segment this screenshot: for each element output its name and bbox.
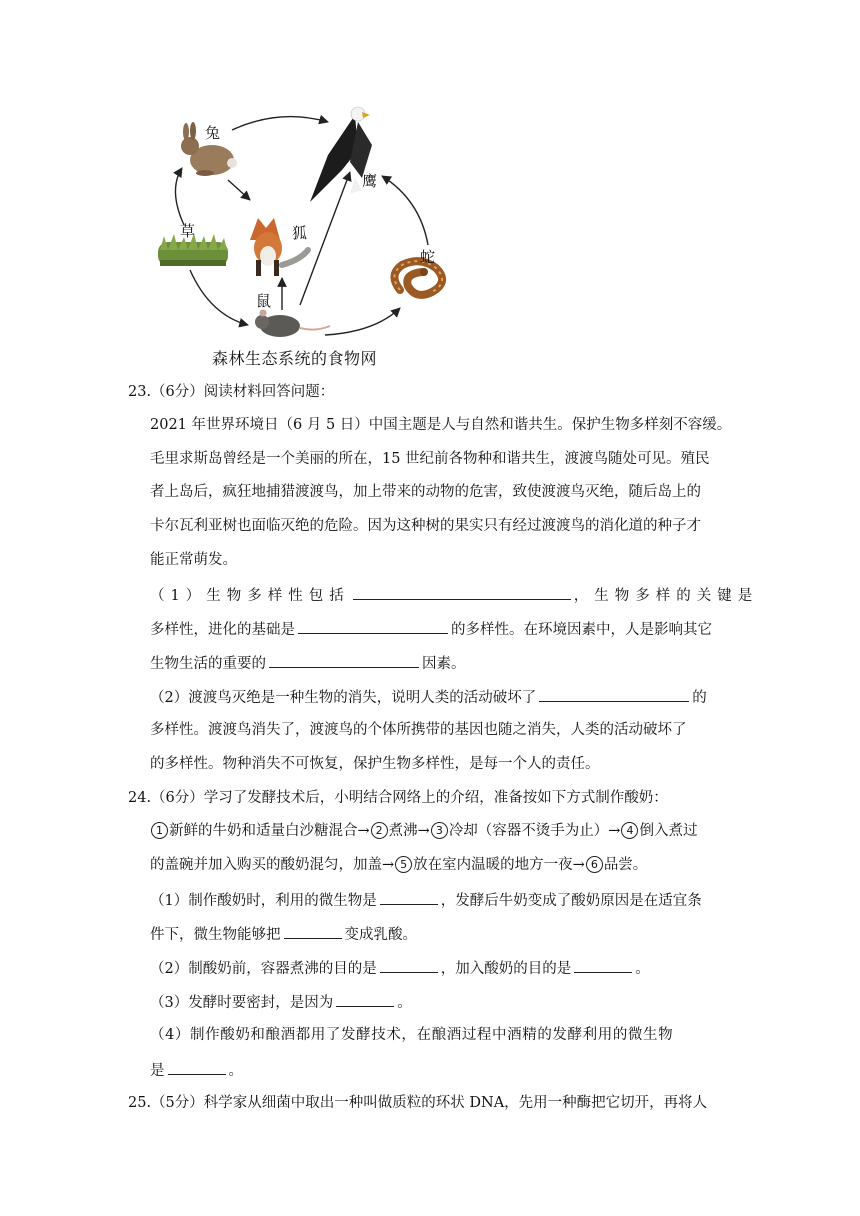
step-6-marker: 6 <box>586 856 603 873</box>
q23-sub2-line3: 的多样性。物种消失不可恢复，保护生物多样性，是每一个人的责任。 <box>150 756 600 772</box>
arrow-rabbit-to-fox <box>228 180 250 200</box>
q24-sub1-text-c: 件下，微生物能够把 <box>150 927 281 943</box>
q24-sub4-text-c: 。 <box>228 1063 243 1079</box>
step-6-text: 品尝。 <box>603 857 648 873</box>
eagle-label: 鹰 <box>362 172 378 190</box>
q24-blank-microbe[interactable] <box>380 889 438 905</box>
step-4-text: 倒入煮过 <box>639 823 698 839</box>
q23-para-line-4: 卡尔瓦利亚树也面临灭绝的危险。因为这种树的果实只有经过渡渡鸟的消化道的种子才 <box>150 518 701 534</box>
arrow-mouse-to-snake <box>325 308 400 335</box>
step-4-text-cont: 的盖碗并加入购买的酸奶混匀，加盖→ <box>150 857 395 873</box>
q24-blank-alcohol-microbe[interactable] <box>168 1059 226 1075</box>
q23-para-line-2: 毛里求斯岛曾经是一个美丽的所在，15 世纪前各物种和谐共生，渡渡鸟随处可见。殖民 <box>150 451 710 467</box>
q24-sub1-text-b: ，发酵后牛奶变成了酸奶原因是在适宜条 <box>440 893 702 909</box>
q24-title: 24.（6分）学习了发酵技术后，小明结合网络上的介绍，准备按如下方式制作酸奶： <box>128 790 668 806</box>
q23-sub2-line1 <box>150 686 707 708</box>
q24-blank-substrate[interactable] <box>284 923 342 939</box>
q23-para-line-5: 能正常萌发。 <box>150 552 237 568</box>
q23-blank-human-factor[interactable] <box>269 652 419 668</box>
step-1-text: 新鲜的牛奶和适量白沙糖混合→ <box>169 823 370 839</box>
q24-sub3-line <box>150 991 412 1013</box>
step-5-text: 放在室内温暖的地方一夜→ <box>413 857 585 873</box>
q24-sub3-text-b: 。 <box>397 995 412 1011</box>
q24-sub2-line <box>150 957 650 979</box>
mouse-image <box>255 310 330 338</box>
q24-sub3-text-a: （3）发酵时要密封，是因为 <box>150 995 334 1011</box>
q24-steps-line2 <box>150 855 647 875</box>
q24-blank-yogurt-purpose[interactable] <box>574 957 632 973</box>
arrow-rabbit-to-eagle <box>232 117 328 130</box>
q24-blank-seal-reason[interactable] <box>336 991 394 1007</box>
arrow-grass-to-mouse <box>190 270 248 325</box>
q23-sub1-text-e: 生物生活的重要的 <box>150 656 266 672</box>
q23-sub1-text-d: 的多样性。在环境因素中，人是影响其它 <box>451 622 712 638</box>
fox-label: 狐 <box>292 224 308 242</box>
grass-label: 草 <box>180 222 196 240</box>
q24-sub2-text-a: （2）制酸奶前，容器煮沸的目的是 <box>150 961 377 977</box>
q24-sub2-text-c: 。 <box>635 961 650 977</box>
step-5-marker: 5 <box>395 856 412 873</box>
q23-sub1-text-b: ，生物多样的关键是 <box>573 588 759 604</box>
q24-sub1-line2 <box>150 923 417 945</box>
step-2-marker: 2 <box>371 822 388 839</box>
step-2-text: 煮沸→ <box>388 823 430 839</box>
q23-blank-destroyed-diversity[interactable] <box>539 686 689 702</box>
q24-sub2-text-b: ，加入酸奶的目的是 <box>440 961 572 977</box>
q24-blank-boil-purpose[interactable] <box>380 957 438 973</box>
q23-sub1-line1 <box>150 584 758 606</box>
q23-sub1-line3 <box>150 652 466 674</box>
q25-title: 25.（5分）科学家从细菌中取出一种叫做质粒的环状 DNA，先用一种酶把它切开，再将人 <box>128 1095 708 1111</box>
step-4-marker: 4 <box>621 822 638 839</box>
q24-sub1-line1 <box>150 889 702 911</box>
rabbit-label: 兔 <box>205 124 221 142</box>
step-3-marker: 3 <box>431 822 448 839</box>
food-web-figure <box>150 100 470 372</box>
q23-sub2-text-a: （2）渡渡鸟灭绝是一种生物的消失，说明人类的活动破坏了 <box>150 690 537 706</box>
q23-blank-evolution-basis[interactable] <box>298 618 448 634</box>
q23-sub1-text-a: （1）生物多样性包括 <box>150 588 350 604</box>
step-1-marker: 1 <box>151 822 168 839</box>
food-web-diagram <box>150 100 470 345</box>
q23-sub1-line2 <box>150 618 712 640</box>
q24-sub4-line1: （4）制作酸奶和酿酒都用了发酵技术，在酿酒过程中酒精的发酵利用的微生物 <box>150 1027 674 1043</box>
q23-sub1-text-f: 因素。 <box>422 656 466 672</box>
q23-para-line-1: 2021 年世界环境日（6 月 5 日）中国主题是人与自然和谐共生。保护生物多样刻不容缓。 <box>150 417 732 433</box>
mouse-label: 鼠 <box>256 292 272 310</box>
q24-sub1-text-d: 变成乳酸。 <box>344 927 417 943</box>
step-3-text: 冷却（容器不烫手为止）→ <box>448 823 621 839</box>
q23-sub2-line2: 多样性。渡渡鸟消失了，渡渡鸟的个体所携带的基因也随之消失，人类的活动破坏了 <box>150 722 687 738</box>
figure-caption: 森林生态系统的食物网 <box>212 349 378 368</box>
arrow-snake-to-eagle <box>382 176 428 245</box>
arrow-mouse-to-eagle <box>300 172 350 305</box>
q23-title: 23.（6分）阅读材料回答问题： <box>128 384 335 400</box>
q24-sub4-line2 <box>150 1059 243 1081</box>
q24-steps-line1 <box>150 821 697 841</box>
q23-para-line-3: 者上岛后，疯狂地捕猎渡渡鸟，加上带来的动物的危害，致使渡渡鸟灭绝，随后岛上的 <box>150 484 701 500</box>
snake-label: 蛇 <box>420 248 436 266</box>
q24-sub4-text-b: 是 <box>150 1063 165 1079</box>
q23-blank-biodiversity[interactable] <box>353 584 571 600</box>
q23-sub2-text-b: 的 <box>692 690 707 706</box>
q23-sub1-text-c: 多样性，进化的基础是 <box>150 622 295 638</box>
arrow-grass-to-rabbit <box>175 168 184 225</box>
q24-sub1-text-a: （1）制作酸奶时，利用的微生物是 <box>150 893 377 909</box>
